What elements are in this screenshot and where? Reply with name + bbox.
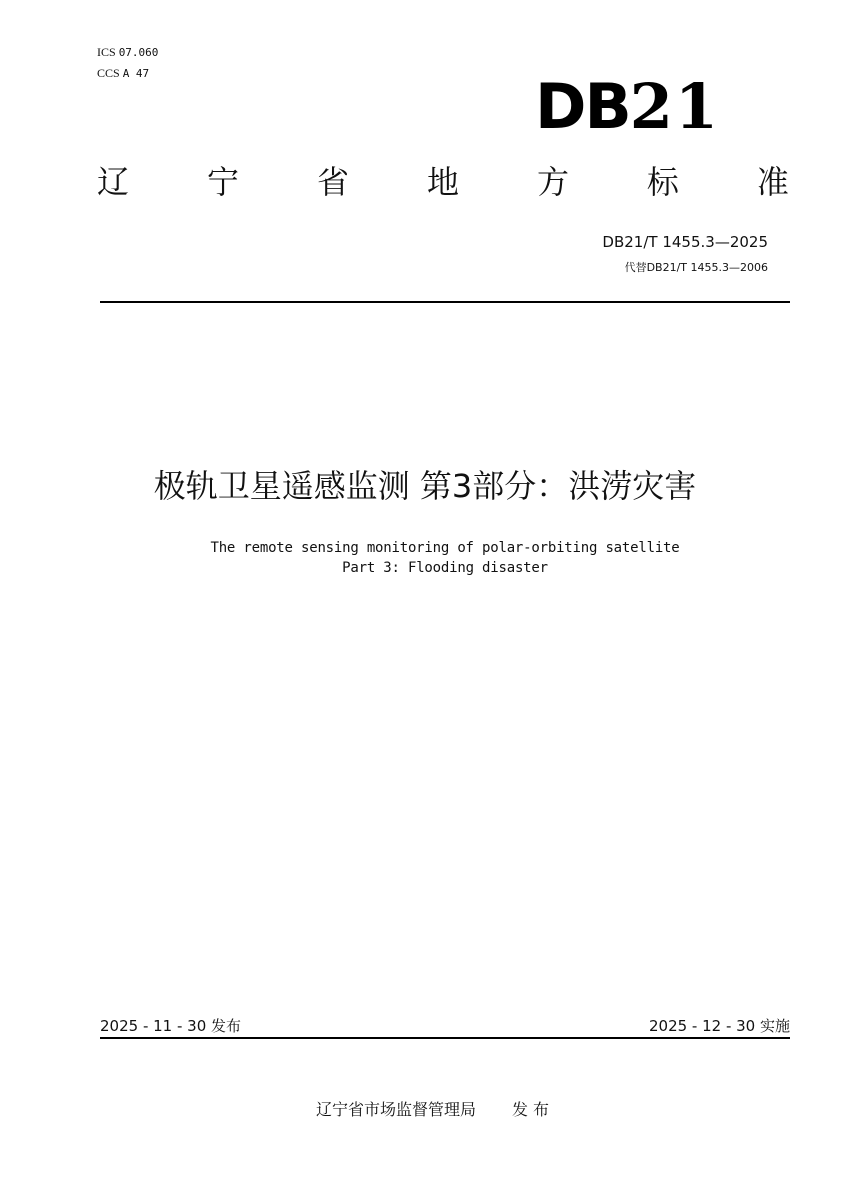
standard-type-char: 方 [536,163,569,201]
standard-type-char: 辽 [97,163,130,201]
bottom-divider [100,1037,790,1039]
ccs-code [97,63,158,84]
classification-codes [97,42,158,84]
standard-type-char: 地 [426,163,459,201]
issue-date: 2025 - 11 - 30 发布 [100,1017,242,1035]
ccs-value: A 47 [122,67,150,80]
title-english-line: The remote sensing monitoring of polar-orbiting satellite [210,540,680,556]
standard-type-char: 准 [756,163,789,201]
title-chinese: 极轨卫星遥感监测 第3部分：洪涝灾害 [153,467,697,505]
publisher-line [0,1099,850,1121]
logo-letters: DB [535,70,630,143]
standard-type-char: 宁 [206,163,239,201]
ics-code [97,42,158,63]
standard-type-char: 省 [316,163,349,201]
top-divider [100,301,790,303]
title-english-line: Part 3: Flooding disaster [342,560,548,576]
ics-label: ICS [97,45,116,59]
ics-value: 07.060 [118,46,159,59]
title-english [0,538,850,578]
standard-type-char: 标 [646,163,679,201]
standard-number: DB21/T 1455.3—2025 [602,233,768,251]
implementation-date: 2025 - 12 - 30 实施 [648,1017,790,1035]
publisher-action: 发 布 [511,1100,550,1119]
publisher-name: 辽宁省市场监督管理局 [315,1100,476,1119]
logo-number: 21 [629,70,721,143]
ccs-label: CCS [97,66,120,80]
db21-logo [535,72,720,142]
standard-type-heading [97,160,789,204]
replaced-standard: 代替DB21/T 1455.3—2006 [624,261,768,274]
